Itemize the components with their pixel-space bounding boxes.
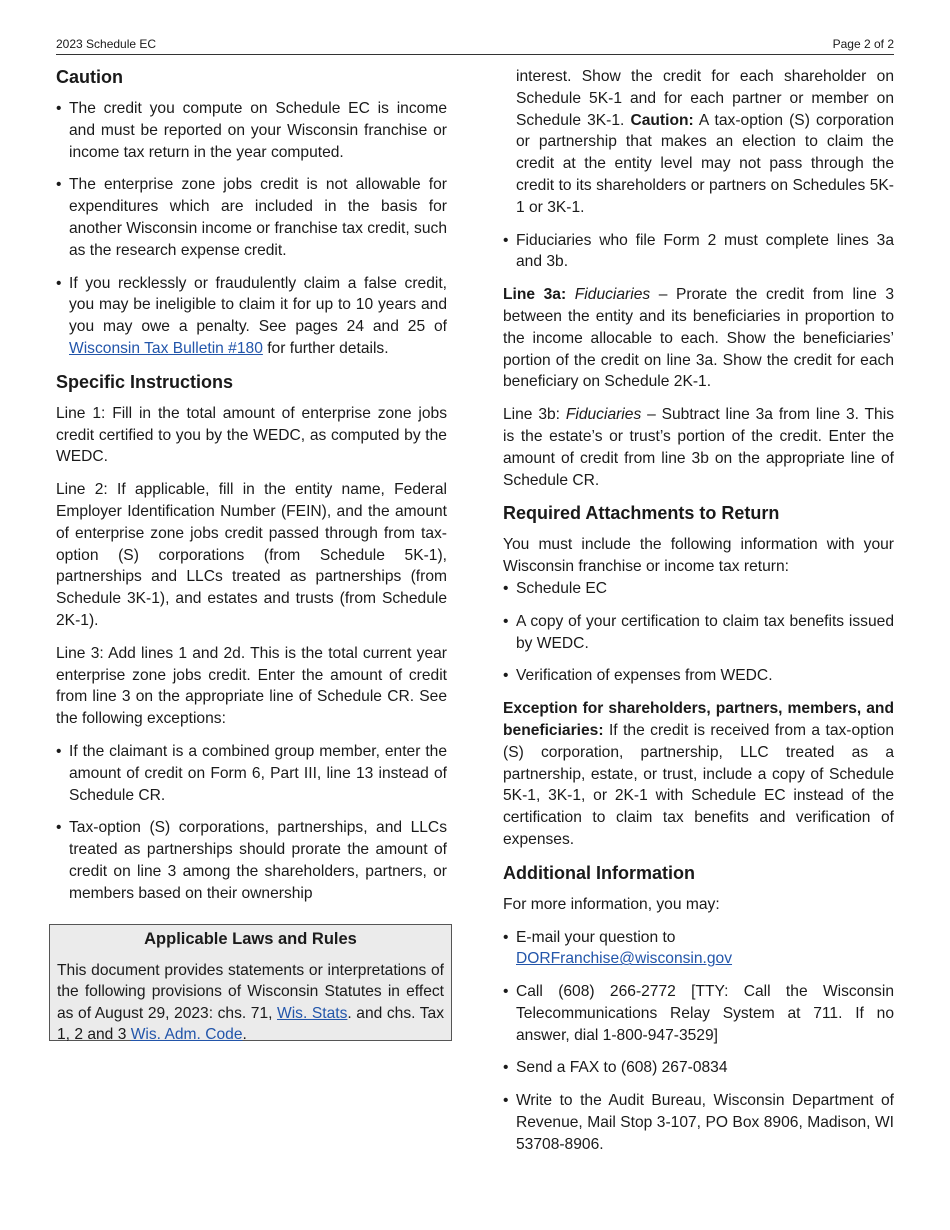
bullet-icon: • bbox=[503, 231, 509, 249]
applicable-laws-text: This document provides statements or interpretations of the following provisions of Wisconsin Statutes in effect as of August 29, 2023: chs. 71, Wis. Stats. and chs. Tax 1, 2 and 3 Wis. Adm. Code. bbox=[57, 961, 444, 1043]
bullet-icon: • bbox=[56, 819, 62, 837]
bullet-icon: • bbox=[503, 928, 509, 946]
exception-shareholders: Exception for shareholders, partners, members, and beneficiaries: If the credit is received from a tax-option (S) corporation, partnership, LLC treated as a partnership, estate, or trust, include a copy of Schedule 5K-1, 3K-1, or 2K-1 with Schedule EC instead of the certification to claim tax benefits and verification of expenses. bbox=[503, 700, 894, 848]
header-page-number: Page 2 of 2 bbox=[832, 37, 894, 51]
email-link[interactable]: DORFranchise@wisconsin.gov bbox=[516, 950, 733, 968]
call-bullet: • Call (608) 266-2772 [TTY: Call the Wisconsin Telecommunications Relay System at 711. If no answer, dial 1-800-947-3529] bbox=[503, 983, 894, 1044]
attachment-bullet-1: • Schedule EC bbox=[503, 578, 894, 600]
left-column bbox=[56, 66, 447, 905]
line2-instruction: Line 2: If applicable, fill in the entity name, Federal Employer Identification Number (FEIN), and the amount of enterprise zone jobs credit passed through from tax-option (S) corporations (from Schedule 5K-1), partnerships and LLCs treated as partnerships (from Schedule 3K-1), and estates and trusts (from Schedule 2K-1). bbox=[56, 481, 447, 629]
bullet-icon: • bbox=[503, 1092, 509, 1110]
wis-adm-code-link[interactable]: Wis. Adm. Code bbox=[130, 1026, 243, 1043]
line3-instruction: Line 3: Add lines 1 and 2d. This is the total current year enterprise zone jobs credit. Enter the amount of credit from line 3 on the appropriate line of Schedule CR. See the following exceptions: bbox=[56, 644, 447, 728]
attachments-intro: You must include the following information with your Wisconsin franchise or income tax return: bbox=[503, 536, 894, 576]
bullet-icon: • bbox=[503, 579, 509, 597]
caution-heading: Caution bbox=[56, 67, 123, 87]
header-rule bbox=[56, 54, 894, 55]
line3a-instruction: Line 3a: Fiduciaries – Prorate the credit from line 3 between the entity and its beneficiaries in proportion to the income allocable to each. Show the beneficiaries’ portion of the credit on line 3a. Show the credit for each beneficiary on Schedule 2K-1. bbox=[503, 286, 894, 391]
required-attachments-heading: Required Attachments to Return bbox=[503, 503, 780, 524]
bullet-icon: • bbox=[503, 612, 509, 630]
specific-instructions-heading: Specific Instructions bbox=[56, 371, 234, 392]
attachment-bullet-2: • A copy of your certification to claim tax benefits issued by WEDC. bbox=[503, 612, 894, 652]
write-bullet: • Write to the Audit Bureau, Wisconsin Department of Revenue, Mail Stop 3-107, PO Box 8906, Madison, WI 53708-8906. bbox=[503, 1092, 894, 1153]
bullet-icon: • bbox=[503, 983, 509, 1001]
bullet-icon: • bbox=[56, 274, 62, 292]
additional-information-heading: Additional Information bbox=[503, 862, 695, 883]
fiduciary-bullet: • Fiduciaries who file Form 2 must complete lines 3a and 3b. bbox=[503, 231, 894, 271]
applicable-laws-box bbox=[49, 924, 452, 1041]
attachment-bullet-3: • Verification of expenses from WEDC. bbox=[503, 665, 894, 687]
caution-bullet-3: • If you recklessly or fraudulently claim a false credit, you may be ineligible to claim it for up to 10 years and you may owe a penalty. See pages 24 and 25 of Wisconsin Tax Bulletin #180 for further details. bbox=[56, 274, 447, 357]
continued-bullet: interest. Show the credit for each shareholder on Schedule 5K-1 and for each partner or member on Schedule 3K-1. Caution: A tax-option (S) corporation or partnership that makes an election to claim the credit at the entity level may not pass through the credit to its shareholders or partners on Schedules 5K-1 or 3K-1. bbox=[516, 68, 894, 216]
email-bullet: • E-mail your question to DORFranchise@wisconsin.gov bbox=[503, 928, 733, 968]
bullet-icon: • bbox=[503, 1059, 509, 1077]
line1-instruction: Line 1: Fill in the total amount of enterprise zone jobs credit certified to you by the WEDC, as computed by the WEDC. bbox=[56, 404, 447, 466]
bullet-icon: • bbox=[503, 667, 509, 685]
bullet-icon: • bbox=[56, 100, 62, 117]
exception-bullet-2: • Tax-option (S) corporations, partnerships, and LLCs treated as partnerships should prorate the amount of credit on line 3 among the shareholders, partners, or members based on their ownership bbox=[56, 819, 447, 902]
line3b-instruction: Line 3b: Fiduciaries – Subtract line 3a from line 3. This is the estate’s or trust’s portion of the credit. Enter the amount of credit from line 3b on the appropriate line of Schedule CR. bbox=[503, 406, 894, 489]
bullet-icon: • bbox=[56, 742, 62, 760]
tax-bulletin-link[interactable]: Wisconsin Tax Bulletin #180 bbox=[69, 339, 263, 357]
right-column bbox=[503, 66, 894, 1167]
caution-bullet-2: • The enterprise zone jobs credit is not allowable for expenditures which are included in the basis for another Wisconsin income or franchise tax credit, such as the research expense credit. bbox=[56, 176, 447, 259]
applicable-laws-title: Applicable Laws and Rules bbox=[144, 930, 357, 948]
caution-bullet-1: • The credit you compute on Schedule EC is income and must be reported on your Wisconsin franchise or income tax return in the year computed. bbox=[56, 100, 447, 161]
wis-stats-link[interactable]: Wis. Stats bbox=[277, 1004, 348, 1022]
bullet-icon: • bbox=[56, 176, 62, 194]
fax-bullet: • Send a FAX to (608) 267-0834 bbox=[503, 1057, 894, 1079]
additional-intro: For more information, you may: bbox=[503, 895, 720, 913]
header-form-name: 2023 Schedule EC bbox=[56, 37, 157, 51]
exception-bullet-1: • If the claimant is a combined group member, enter the amount of credit on Form 6, Part III, line 13 instead of Schedule CR. bbox=[56, 742, 447, 804]
